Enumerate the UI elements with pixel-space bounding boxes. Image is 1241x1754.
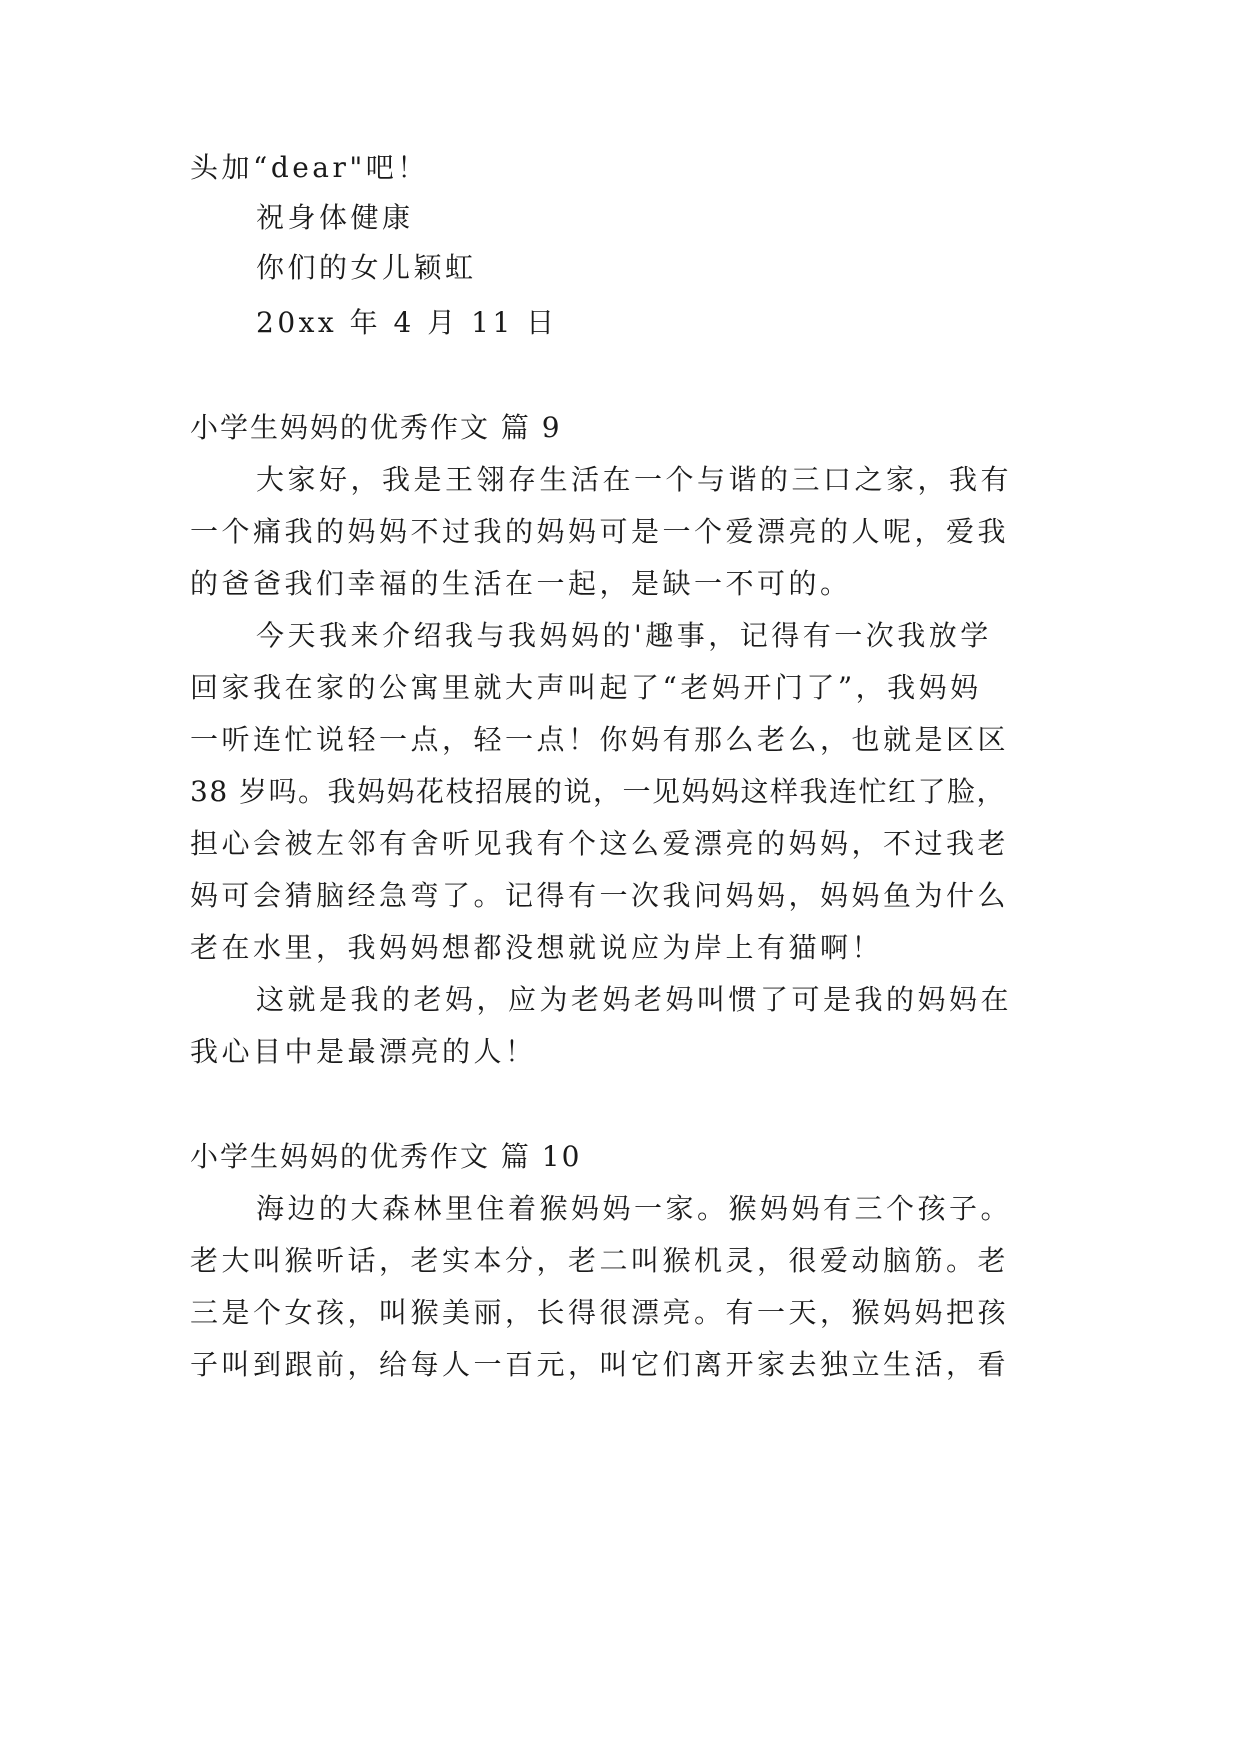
letter-date-line: 20xx 年 4 月 11 日	[256, 306, 558, 339]
essay-9-line-1: 大家好，我是王翎存生活在一个与谐的三口之家，我有	[256, 463, 1013, 496]
essay-9-line-5: 回家我在家的公寓里就大声叫起了“老妈开门了”，我妈妈	[190, 671, 982, 704]
essay-10-heading: 小学生妈妈的优秀作文 篇 10	[190, 1140, 582, 1173]
essay-9-line-7: 38 岁吗。我妈妈花枝招展的说，一见妈妈这样我连忙红了脸，	[190, 775, 1007, 808]
essay-9-line-4: 今天我来介绍我与我妈妈的'趣事，记得有一次我放学	[256, 619, 992, 652]
essay-9-line-8: 担心会被左邻有舍听见我有个这么爱漂亮的妈妈，不过我老	[190, 827, 1010, 860]
essay-9-line-9: 妈可会猜脑经急弯了。记得有一次我问妈妈，妈妈鱼为什么	[190, 879, 1010, 912]
essay-9-line-6: 一听连忙说轻一点，轻一点！你妈有那么老么，也就是区区	[190, 723, 1010, 756]
essay-10-line-4: 子叫到跟前，给每人一百元，叫它们离开家去独立生活，看	[190, 1348, 1010, 1381]
essay-9-line-12: 我心目中是最漂亮的人！	[190, 1035, 537, 1068]
essay-9-line-3: 的爸爸我们幸福的生活在一起，是缺一不可的。	[190, 567, 852, 600]
essay-10-line-1: 海边的大森林里住着猴妈妈一家。猴妈妈有三个孩子。	[256, 1192, 1013, 1225]
essay-9-line-11: 这就是我的老妈，应为老妈老妈叫惯了可是我的妈妈在	[256, 983, 1013, 1016]
essay-9-line-2: 一个痛我的妈妈不过我的妈妈可是一个爱漂亮的人呢，爱我	[190, 515, 1010, 548]
letter-closing-line: 头加“dear"吧！	[190, 151, 429, 184]
essay-9-line-10: 老在水里，我妈妈想都没想就说应为岸上有猫啊！	[190, 931, 884, 964]
letter-signature-line: 你们的女儿颖虹	[256, 251, 477, 284]
essay-10-line-3: 三是个女孩，叫猴美丽，长得很漂亮。有一天，猴妈妈把孩	[190, 1296, 1010, 1329]
essay-9-heading: 小学生妈妈的优秀作文 篇 9	[190, 411, 562, 444]
letter-wish-line: 祝身体健康	[256, 201, 414, 234]
essay-10-line-2: 老大叫猴听话，老实本分，老二叫猴机灵，很爱动脑筋。老	[190, 1244, 1010, 1277]
